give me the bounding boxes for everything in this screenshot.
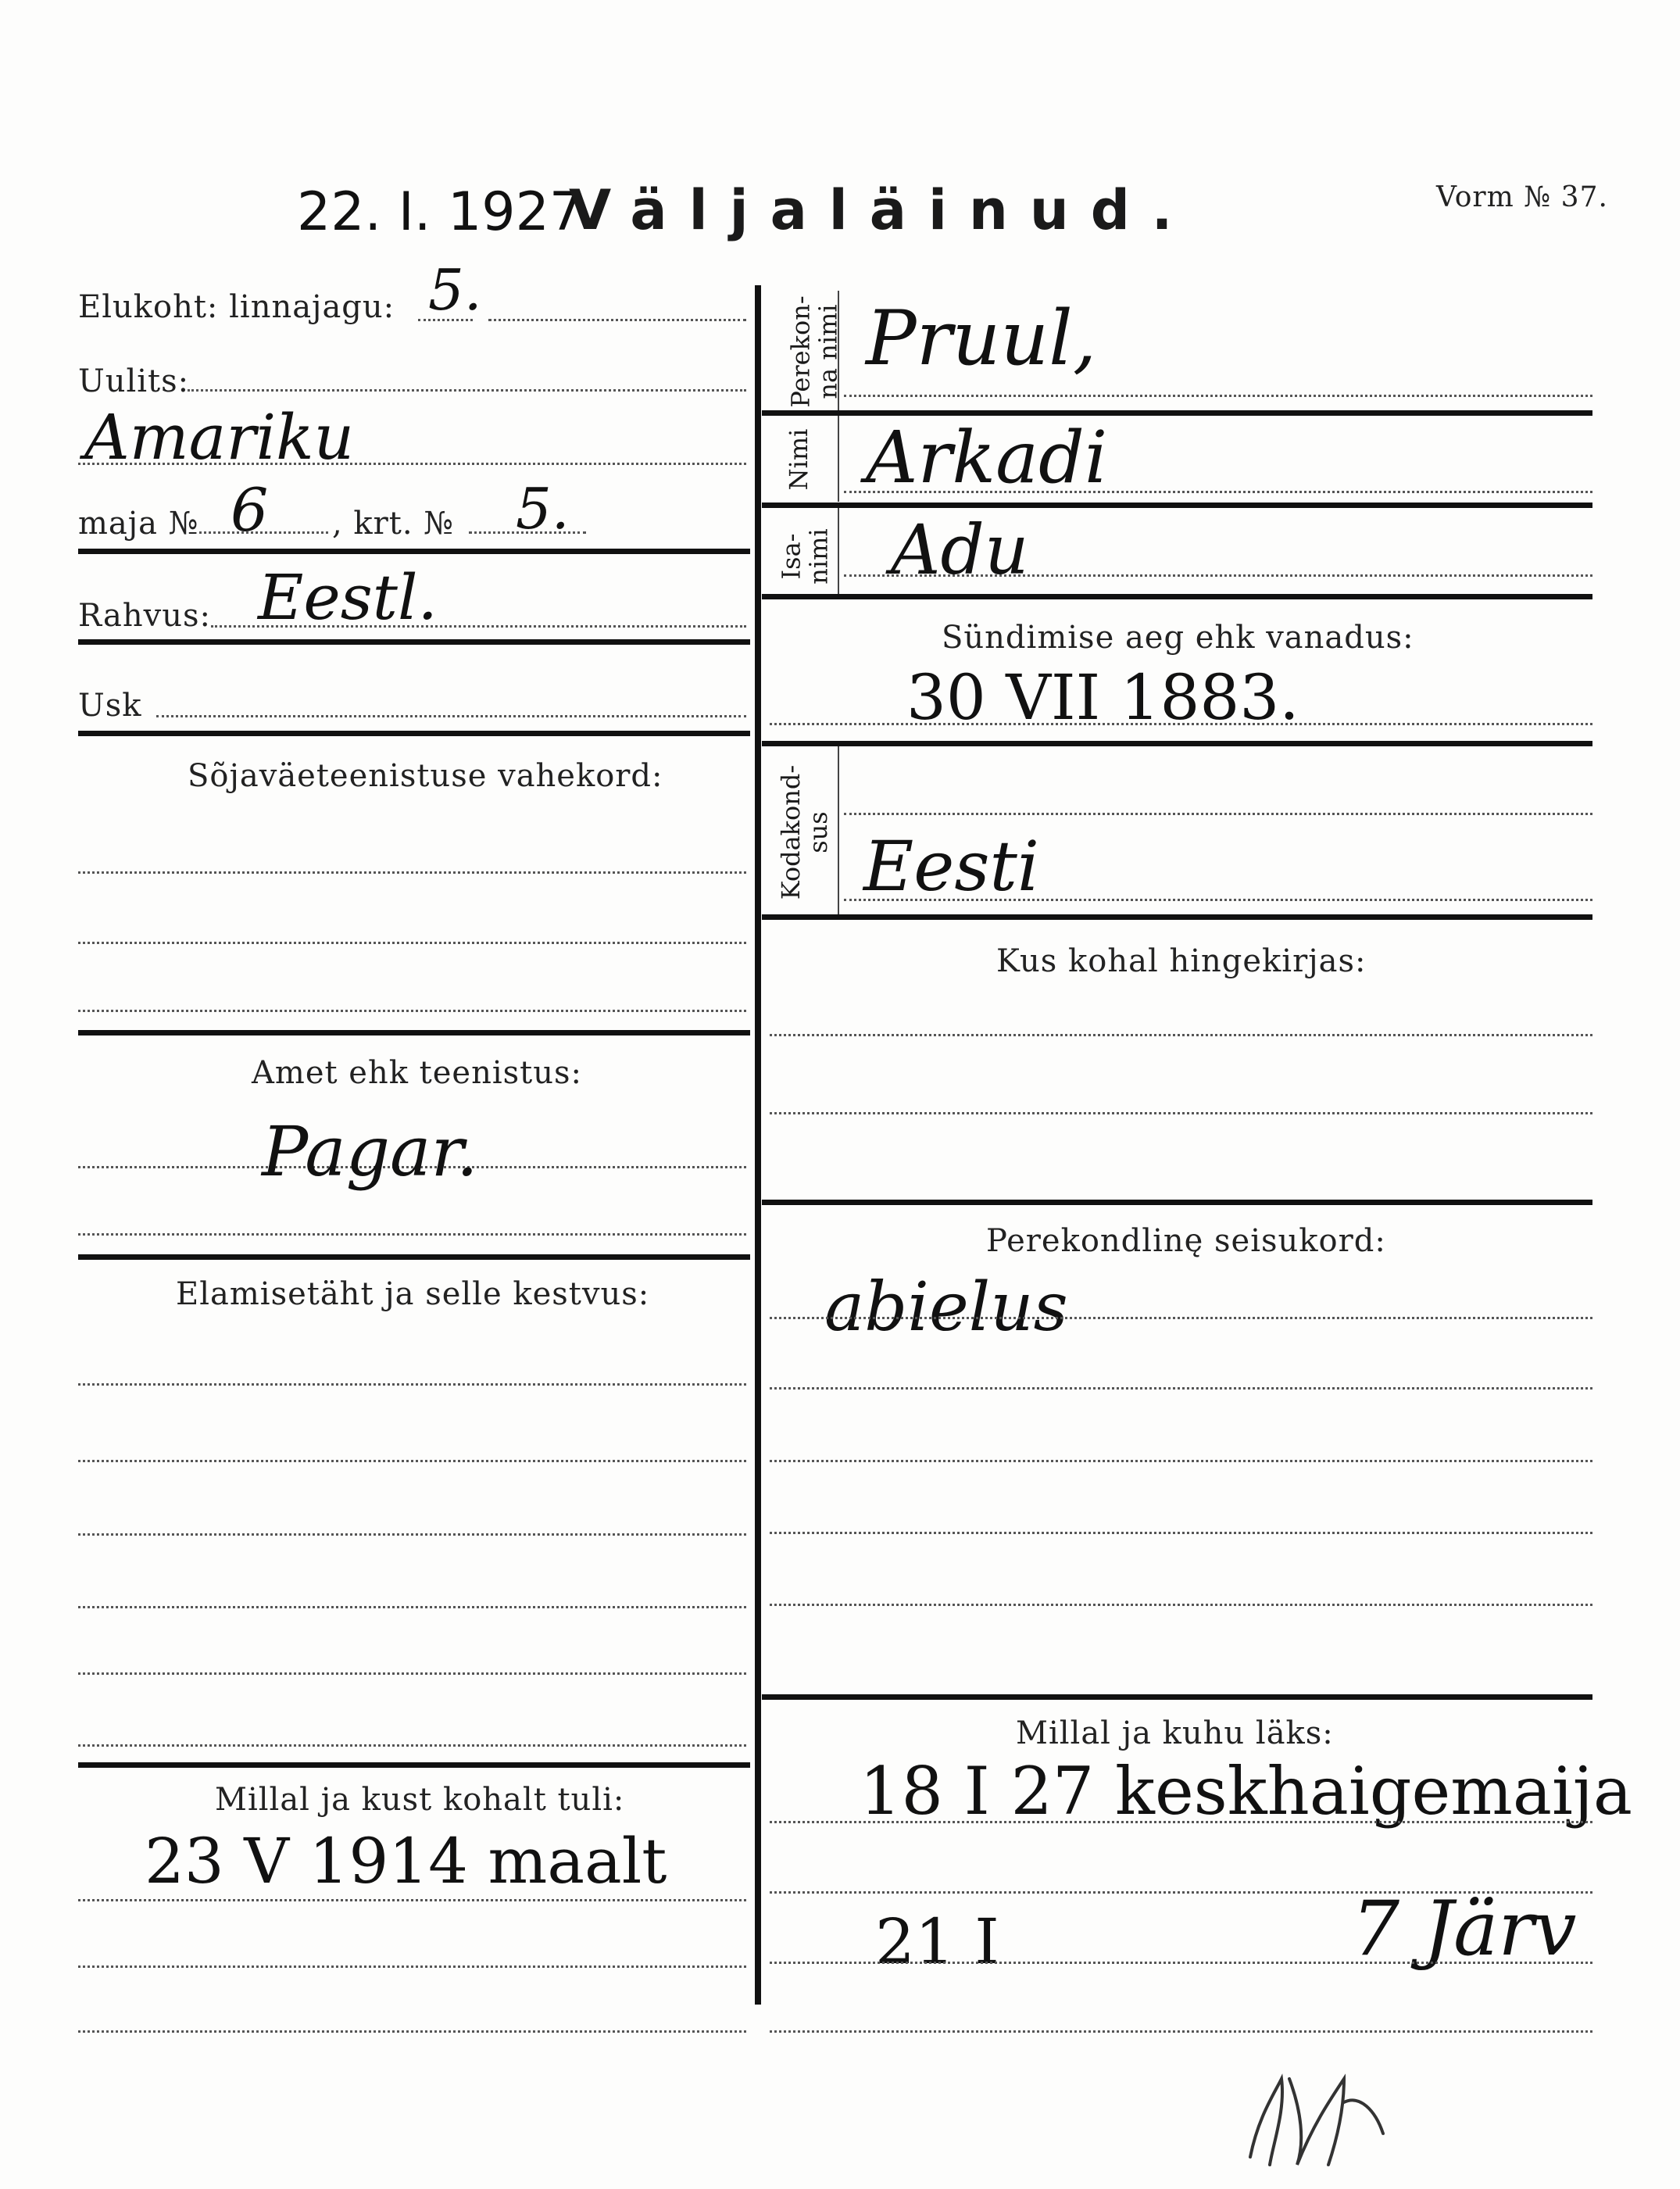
perekond-line-5 — [770, 1604, 1592, 1606]
perekond-line-1 — [770, 1317, 1592, 1319]
elamisetaht-line-4 — [78, 1606, 746, 1608]
rule-left-2 — [78, 639, 750, 645]
kodakondsus-value: Eesti — [863, 826, 1039, 907]
uulits-label: Uulits: — [78, 363, 190, 399]
rule-right-3 — [762, 594, 1592, 599]
uulits-line-2 — [78, 463, 746, 465]
hingekiri-label: Kus kohal hingekirjas: — [996, 943, 1367, 979]
document-title: Väljaläinud. — [569, 178, 1195, 242]
kodakondsus-line-2 — [844, 899, 1592, 901]
millal-tuli-label: Millal ja kust kohalt tuli: — [215, 1782, 625, 1818]
right-label-divider-4 — [838, 746, 839, 918]
sojavae-line-3 — [78, 1010, 746, 1012]
millal-laks-value-1: 18 I 27 keskhaigemaija — [860, 1753, 1632, 1830]
nimi-line — [844, 491, 1592, 493]
amet-line-2 — [78, 1233, 746, 1236]
perekond-value: abielus — [824, 1268, 1068, 1347]
elukoht-line — [488, 319, 746, 321]
rule-right-1 — [762, 410, 1592, 416]
rule-right-7 — [762, 1694, 1592, 1700]
isanimi-line — [844, 574, 1592, 577]
krt-value: 5. — [516, 476, 570, 542]
perekonnanimi-line — [844, 395, 1592, 397]
rule-left-4 — [78, 1030, 750, 1035]
elamisetaht-line-5 — [78, 1672, 746, 1675]
perekond-line-4 — [770, 1532, 1592, 1534]
uulits-value: Amariku — [84, 401, 355, 474]
perekonnanimi-label: Perekon- na nimi — [785, 295, 843, 408]
hingekiri-line-1 — [770, 1034, 1592, 1036]
elamisetaht-line-2 — [78, 1460, 746, 1462]
rule-left-3 — [78, 731, 750, 736]
millal-tuli-line-1 — [78, 1899, 746, 1901]
central-divider — [755, 285, 761, 2005]
sojavae-line-1 — [78, 871, 746, 874]
rule-right-5 — [762, 914, 1592, 920]
amet-label: Amet ehk teenistus: — [252, 1055, 583, 1091]
millal-laks-line-3 — [770, 1962, 1592, 1964]
rule-right-6 — [762, 1200, 1592, 1205]
rahvus-value: Eestl. — [258, 561, 438, 634]
maja-label: maja № — [78, 506, 199, 542]
millal-tuli-line-3 — [78, 2030, 746, 2033]
elamisetaht-line-1 — [78, 1383, 746, 1386]
kodakondsus-label: Kodakond- sus — [776, 764, 834, 900]
elamisetaht-line-3 — [78, 1533, 746, 1536]
usk-line — [156, 715, 746, 717]
rule-left-6 — [78, 1762, 750, 1768]
uulits-line-1 — [188, 389, 746, 392]
rahvus-label: Rahvus: — [78, 598, 212, 634]
right-label-divider-3 — [838, 508, 839, 598]
elukoht-label: Elukoht: linnajagu: — [78, 289, 395, 325]
nimi-label: Nimi — [784, 428, 813, 491]
amet-value: Pagar. — [262, 1111, 478, 1192]
perekonnanimi-value: Pruul, — [866, 295, 1097, 382]
millal-laks-value-3: 7 Järv — [1352, 1885, 1577, 1973]
millal-laks-line-2 — [770, 1891, 1592, 1894]
rule-right-2 — [762, 503, 1592, 508]
elamisetaht-label: Elamisetäht ja selle kestvus: — [176, 1276, 650, 1312]
usk-label: Usk — [78, 688, 142, 724]
millal-laks-line-4 — [770, 2030, 1592, 2033]
perekond-line-3 — [770, 1460, 1592, 1462]
rule-left-5 — [78, 1254, 750, 1260]
krt-label: , krt. № — [332, 506, 455, 542]
millal-laks-value-2: 21 I — [875, 1905, 999, 1978]
date-stamp: 22. I. 1927 — [297, 181, 584, 243]
synd-label: Sündimise aeg ehk vanadus: — [942, 620, 1414, 656]
kodakondsus-line-1 — [844, 813, 1592, 815]
hingekiri-line-2 — [770, 1112, 1592, 1114]
linnajagu-value: 5. — [428, 257, 482, 323]
synd-value: 30 VII 1883. — [906, 661, 1299, 734]
millal-laks-label: Millal ja kuhu läks: — [1016, 1715, 1334, 1751]
isanimi-value: Adu — [891, 510, 1029, 590]
isanimi-label: Isa- nimi — [776, 528, 834, 585]
nimi-value: Arkadi — [866, 416, 1108, 499]
perekond-line-2 — [770, 1387, 1592, 1390]
millal-tuli-value: 23 V 1914 maalt — [145, 1825, 667, 1897]
perekond-label: Perekondlinę seisukord: — [986, 1223, 1386, 1259]
sojavae-line-2 — [78, 942, 746, 944]
elamisetaht-line-6 — [78, 1744, 746, 1747]
form-number: Vorm № 37. — [1436, 181, 1608, 213]
rule-left-1 — [78, 549, 750, 554]
millal-laks-line-1 — [770, 1821, 1592, 1823]
millal-tuli-line-2 — [78, 1965, 746, 1968]
synd-line — [770, 723, 1592, 725]
sojavae-label: Sõjaväeteenistuse vahekord: — [188, 758, 663, 794]
maja-value: 6 — [231, 475, 269, 545]
signature-scribble — [1227, 2048, 1407, 2173]
right-label-divider-2 — [838, 416, 839, 502]
rule-right-4 — [762, 741, 1592, 746]
